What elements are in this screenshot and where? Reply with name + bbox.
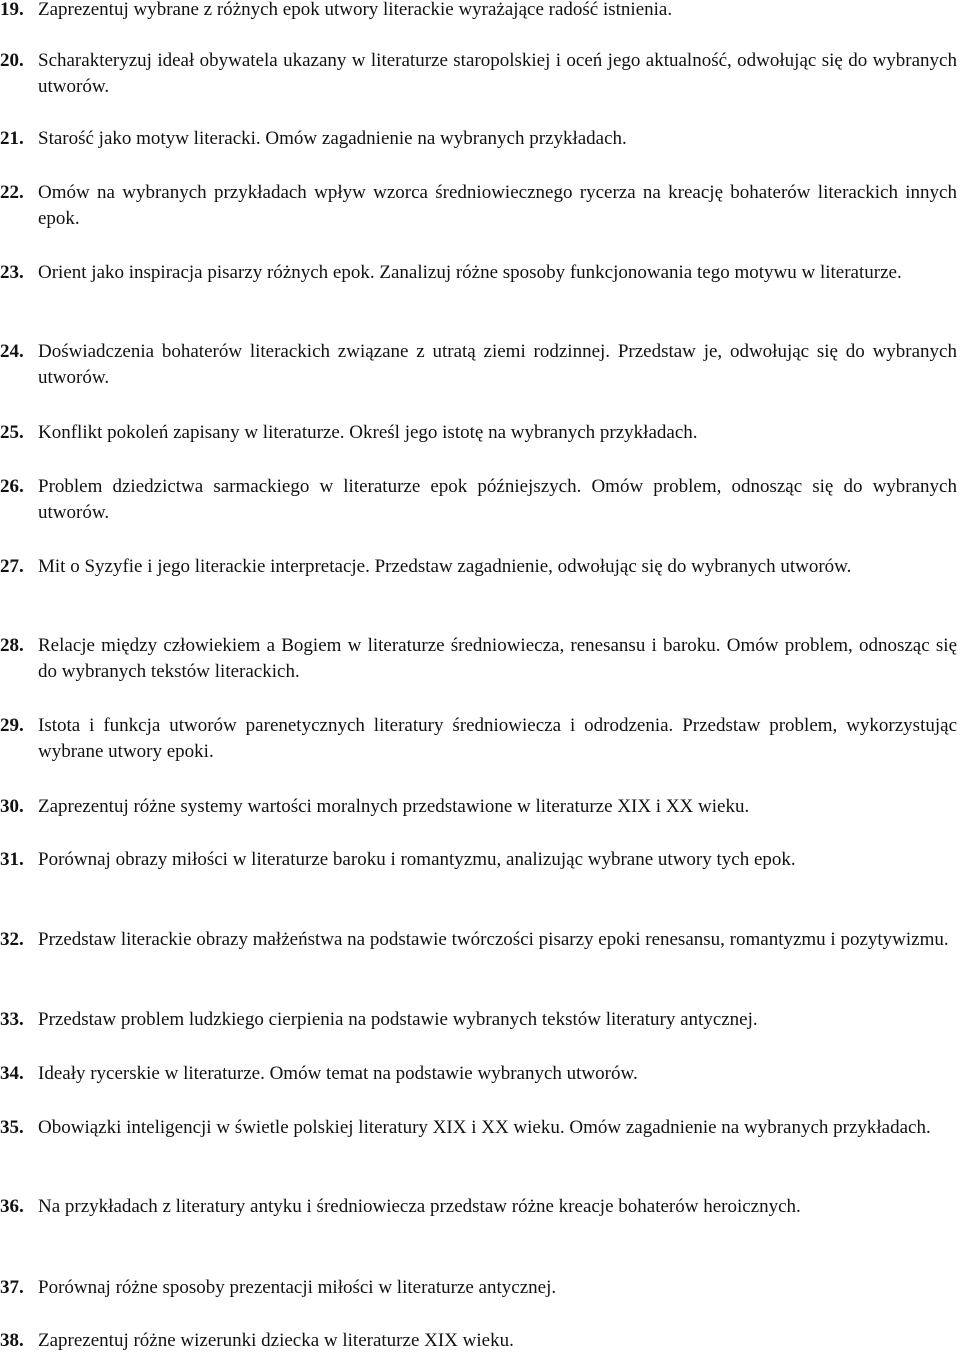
topic-item bbox=[0, 1328, 957, 1354]
topic-item bbox=[0, 1194, 957, 1220]
topic-number: 25. bbox=[0, 422, 24, 443]
topic-item bbox=[0, 1115, 957, 1141]
topic-number: 24. bbox=[0, 341, 24, 362]
topic-text: Zaprezentuj wybrane z różnych epok utwory literackie wyrażające radość istnienia. bbox=[38, 0, 673, 20]
topic-item bbox=[0, 0, 957, 23]
topic-item bbox=[0, 1061, 957, 1087]
topic-item bbox=[0, 180, 957, 232]
topic-number: 35. bbox=[0, 1117, 24, 1138]
topic-text: Orient jako inspiracja pisarzy różnych epok. Zanalizuj różne sposoby funkcjonowania tego motywu w literaturze. bbox=[38, 262, 902, 283]
topic-item bbox=[0, 633, 957, 685]
topic-number: 19. bbox=[0, 0, 24, 20]
topic-text: Przedstaw problem ludzkiego cierpienia na podstawie wybranych tekstów literatury antycznej. bbox=[38, 1009, 758, 1030]
topic-text: Obowiązki inteligencji w świetle polskiej literatury XIX i XX wieku. Omów zagadnienie na wybranych przykładach. bbox=[38, 1117, 931, 1138]
topic-text: Porównaj różne sposoby prezentacji miłości w literaturze antycznej. bbox=[38, 1277, 557, 1298]
topic-item bbox=[0, 474, 957, 526]
topic-text: Starość jako motyw literacki. Omów zagadnienie na wybranych przykładach. bbox=[38, 128, 627, 149]
topic-item bbox=[0, 1275, 957, 1301]
topic-number: 28. bbox=[0, 635, 24, 656]
topic-number: 37. bbox=[0, 1277, 24, 1298]
topic-number: 34. bbox=[0, 1063, 24, 1084]
topic-text: Mit o Syzyfie i jego literackie interpretacje. Przedstaw zagadnienie, odwołując się do wybranych utworów. bbox=[38, 556, 852, 577]
topic-number: 22. bbox=[0, 182, 24, 203]
topic-number: 21. bbox=[0, 128, 24, 149]
topic-text: Zaprezentuj różne wizerunki dziecka w literaturze XIX wieku. bbox=[38, 1330, 514, 1351]
topic-number: 30. bbox=[0, 796, 24, 817]
topic-text: Konflikt pokoleń zapisany w literaturze. Określ jego istotę na wybranych przykładach. bbox=[38, 422, 698, 443]
topic-text: Ideały rycerskie w literaturze. Omów temat na podstawie wybranych utworów. bbox=[38, 1063, 638, 1084]
topic-text: Problem dziedzictwa sarmackiego w literaturze epok późniejszych. Omów problem, odnosząc się do wybranych utworów. bbox=[38, 476, 957, 523]
topic-number: 27. bbox=[0, 556, 24, 577]
topic-number: 26. bbox=[0, 476, 24, 497]
topic-text: Doświadczenia bohaterów literackich związane z utratą ziemi rodzinnej. Przedstaw je, odwołując się do wybranych utworów. bbox=[38, 341, 957, 388]
topic-number: 32. bbox=[0, 929, 24, 950]
topic-text: Zaprezentuj różne systemy wartości moralnych przedstawione w literaturze XIX i XX wieku. bbox=[38, 796, 750, 817]
topic-text: Omów na wybranych przykładach wpływ wzorca średniowiecznego rycerza na kreację bohaterów literackich innych epok. bbox=[38, 182, 957, 229]
topic-item bbox=[0, 48, 957, 100]
topic-text: Na przykładach z literatury antyku i średniowiecza przedstaw różne kreacje bohaterów heroicznych. bbox=[38, 1196, 801, 1217]
topic-number: 33. bbox=[0, 1009, 24, 1030]
topic-number: 20. bbox=[0, 50, 24, 71]
topic-number: 29. bbox=[0, 715, 24, 736]
topic-text: Scharakteryzuj ideał obywatela ukazany w literaturze staropolskiej i oceń jego aktualność, odwołując się do wybranych utworów. bbox=[38, 50, 957, 97]
topic-item bbox=[0, 794, 957, 820]
topic-item bbox=[0, 339, 957, 391]
topic-item bbox=[0, 126, 957, 152]
topic-text: Porównaj obrazy miłości w literaturze baroku i romantyzmu, analizując wybrane utwory tych epok. bbox=[38, 849, 796, 870]
topic-item bbox=[0, 927, 957, 953]
topic-text: Relacje między człowiekiem a Bogiem w literaturze średniowiecza, renesansu i baroku. Omów problem, odnosząc się do wybranych tekstów literackich. bbox=[38, 635, 957, 682]
topic-item bbox=[0, 420, 957, 446]
topic-item bbox=[0, 554, 957, 580]
topic-item bbox=[0, 847, 957, 873]
topic-item bbox=[0, 1007, 957, 1033]
topic-text: Istota i funkcja utworów parenetycznych literatury średniowiecza i odrodzenia. Przedstaw problem, wykorzystując wybrane utwory epoki. bbox=[38, 715, 957, 762]
topic-number: 36. bbox=[0, 1196, 24, 1217]
topic-text: Przedstaw literackie obrazy małżeństwa na podstawie twórczości pisarzy epoki renesansu, romantyzmu i pozytywizmu. bbox=[38, 929, 949, 950]
topic-item bbox=[0, 260, 957, 286]
topic-item bbox=[0, 713, 957, 765]
topic-number: 38. bbox=[0, 1330, 24, 1351]
topic-number: 31. bbox=[0, 849, 24, 870]
topic-number: 23. bbox=[0, 262, 24, 283]
